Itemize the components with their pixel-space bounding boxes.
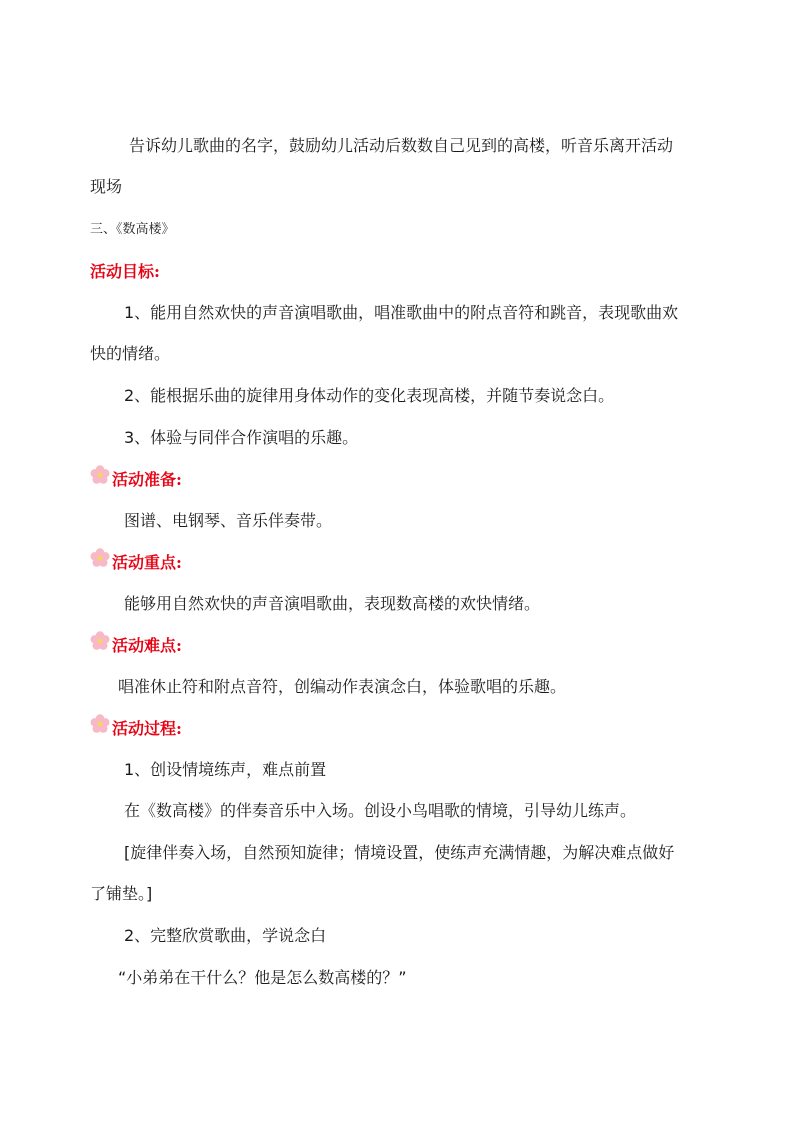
flower-icon — [90, 465, 110, 485]
process-step-2-quote: “小弟弟在干什么？他是怎么数高楼的？” — [118, 968, 407, 987]
process-step-1: 1、创设情境练声，难点前置 — [124, 760, 327, 779]
section-title: 三、《数高楼》 — [90, 222, 175, 237]
flower-icon — [90, 714, 110, 734]
goal-item-1-cont: 快的情绪。 — [90, 344, 171, 363]
process-step-1-note-cont: 了铺垫。] — [90, 884, 153, 903]
paragraph-conclusion-cont: 现场 — [90, 177, 123, 196]
flower-icon — [90, 548, 110, 568]
flower-icon — [90, 631, 110, 651]
heading-focus: 活动重点: — [112, 553, 182, 572]
difficulty-text: 唱准休止符和附点音符，创编动作表演念白，体验歌唱的乐趣。 — [118, 677, 567, 696]
heading-difficulty: 活动难点: — [112, 636, 182, 655]
process-step-2: 2、完整欣赏歌曲，学说念白 — [124, 926, 327, 945]
process-step-1-text: 在《数高楼》的伴奏音乐中入场。创设小鸟唱歌的情境，引导幼儿练声。 — [124, 801, 637, 820]
goal-item-2: 2、能根据乐曲的旋律用身体动作的变化表现高楼，并随节奏说念白。 — [124, 386, 615, 405]
paragraph-conclusion: 告诉幼儿歌曲的名字，鼓励幼儿活动后数数自己见到的高楼，听音乐离开活动 — [129, 136, 674, 155]
goal-item-1: 1、能用自然欢快的声音演唱歌曲，唱准歌曲中的附点音符和跳音，表现歌曲欢 — [124, 303, 679, 322]
preparation-text: 图谱、电钢琴、音乐伴奏带。 — [124, 511, 333, 530]
heading-goals: 活动目标: — [90, 262, 160, 281]
heading-process: 活动过程: — [112, 719, 182, 738]
goal-item-3: 3、体验与同伴合作演唱的乐趣。 — [124, 428, 359, 447]
heading-preparation: 活动准备: — [112, 470, 182, 489]
process-step-1-note: [旋律伴奏入场，自然预知旋律；情境设置，使练声充满情趣，为解决难点做好 — [124, 843, 675, 862]
focus-text: 能够用自然欢快的声音演唱歌曲，表现数高楼的欢快情绪。 — [124, 594, 541, 613]
